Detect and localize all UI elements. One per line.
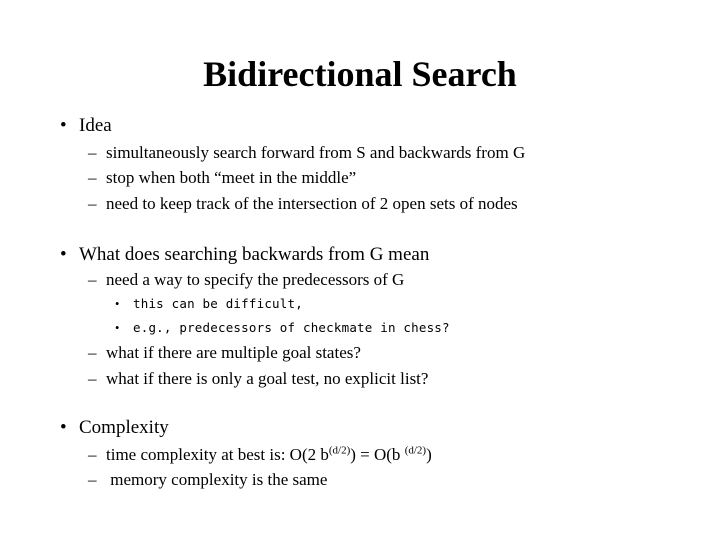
bullet-idea bbox=[60, 114, 112, 138]
subbullet bbox=[88, 193, 518, 215]
time-complexity-prefix: time complexity at best is: O(2 b bbox=[106, 445, 329, 464]
bullet-icon: • bbox=[60, 244, 67, 265]
time-complexity-mid: ) = O(b bbox=[350, 445, 405, 464]
bullet-backwards bbox=[60, 243, 430, 267]
subbullet-text: what if there are multiple goal states? bbox=[106, 343, 361, 362]
subsubbullet bbox=[115, 295, 303, 313]
subbullet-text: what if there is only a goal test, no explicit list? bbox=[106, 369, 429, 388]
bullet-text: Complexity bbox=[79, 417, 169, 438]
subbullet bbox=[88, 342, 361, 364]
dash-icon: – bbox=[88, 369, 97, 388]
subbullet-memory-complexity bbox=[88, 469, 328, 491]
dash-icon: – bbox=[88, 143, 97, 162]
bullet-text: What does searching backwards from G mean bbox=[79, 244, 430, 265]
exponent: (d/2) bbox=[404, 444, 427, 457]
bullet-icon: • bbox=[115, 321, 120, 335]
subbullet-text: simultaneously search forward from S and backwards from G bbox=[106, 143, 526, 162]
subsubbullet bbox=[115, 319, 450, 337]
exponent: (d/2) bbox=[328, 444, 351, 457]
dash-icon: – bbox=[88, 194, 97, 213]
dash-icon: – bbox=[88, 168, 97, 187]
subbullet-text: need to keep track of the intersection of 2 open sets of nodes bbox=[106, 194, 518, 213]
time-complexity-suffix: ) bbox=[426, 445, 432, 464]
subbullet bbox=[88, 368, 429, 390]
dash-icon: – bbox=[88, 445, 97, 464]
subbullet bbox=[88, 142, 526, 164]
subbullet-text: need a way to specify the predecessors of G bbox=[106, 270, 405, 289]
subbullet bbox=[88, 167, 357, 189]
subbullet-text: memory complexity is the same bbox=[106, 470, 328, 489]
bullet-icon: • bbox=[115, 297, 120, 311]
subbullet bbox=[88, 269, 405, 291]
slide-title: Bidirectional Search bbox=[203, 54, 517, 94]
dash-icon: – bbox=[88, 270, 97, 289]
bullet-icon: • bbox=[60, 417, 67, 438]
subsubbullet-text: e.g., predecessors of checkmate in chess? bbox=[133, 320, 450, 335]
subbullet-text: stop when both “meet in the middle” bbox=[106, 168, 357, 187]
dash-icon: – bbox=[88, 343, 97, 362]
bullet-text: Idea bbox=[79, 115, 112, 136]
bullet-complexity bbox=[60, 416, 169, 440]
bullet-icon: • bbox=[60, 115, 67, 136]
dash-icon: – bbox=[88, 470, 97, 489]
subsubbullet-text: this can be difficult, bbox=[133, 296, 303, 311]
subbullet-time-complexity bbox=[88, 444, 432, 466]
